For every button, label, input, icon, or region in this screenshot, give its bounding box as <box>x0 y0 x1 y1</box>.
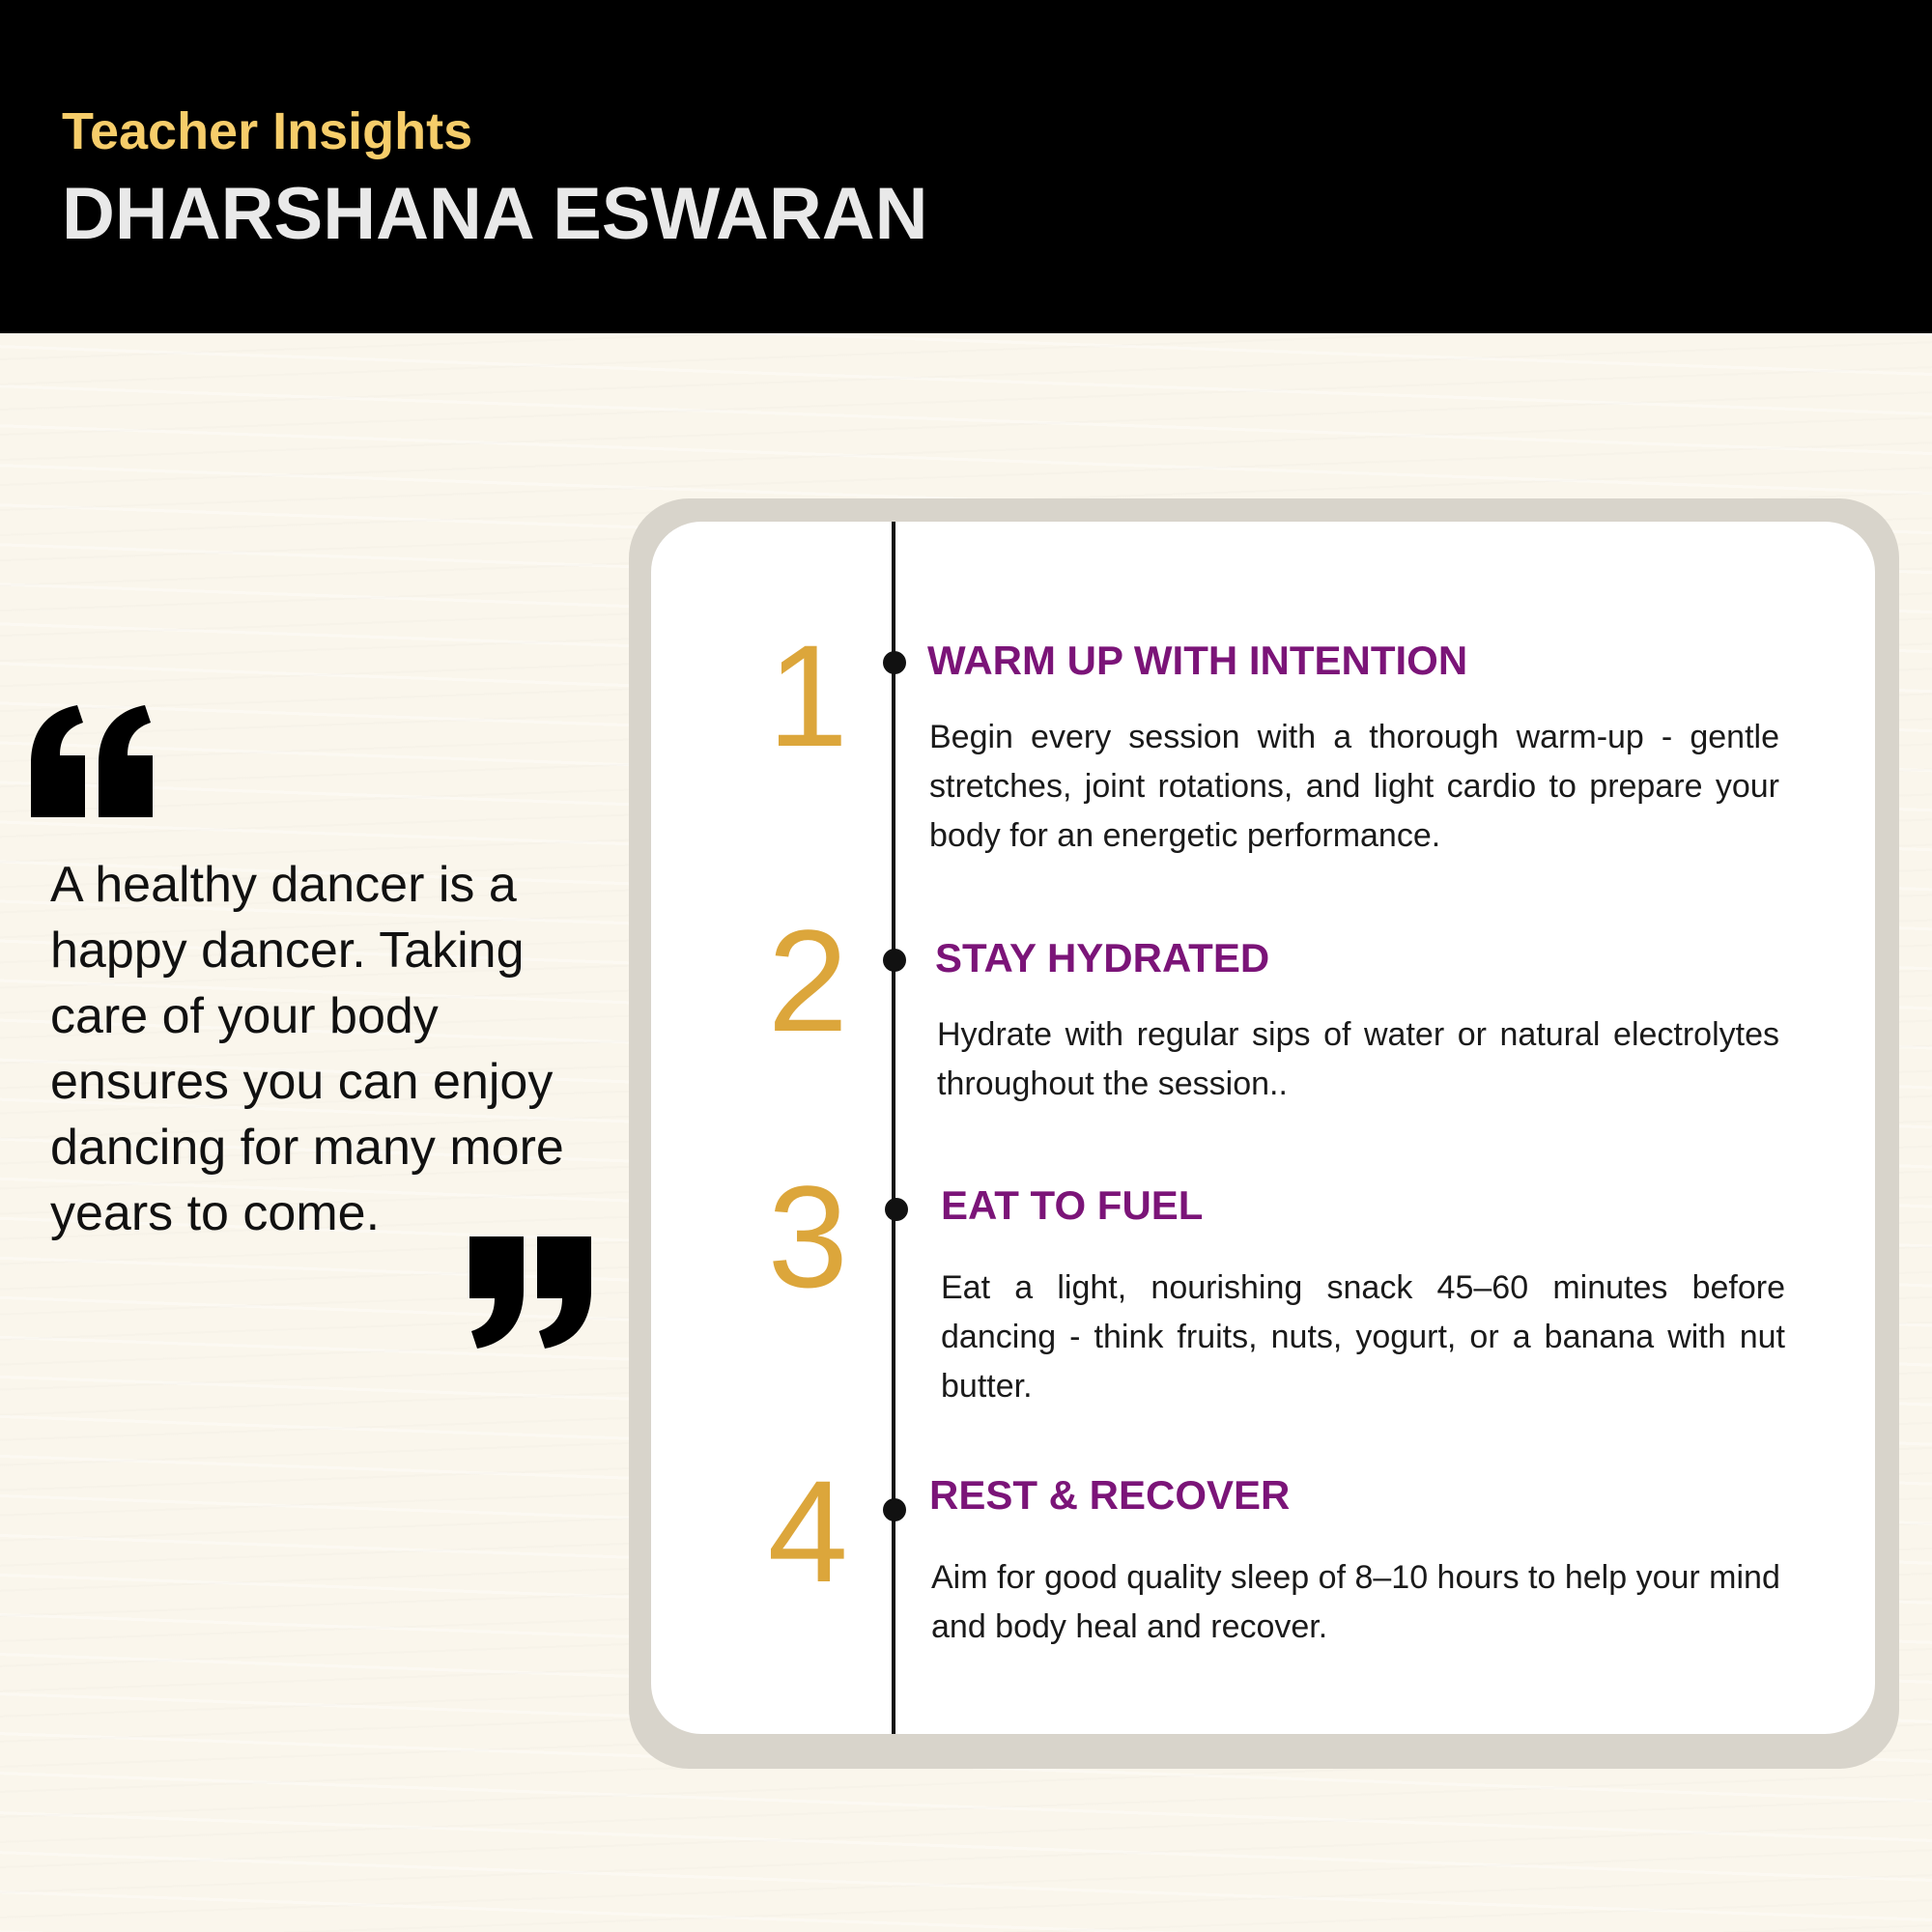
step-number-1: 1 <box>767 614 848 777</box>
step-title-1: WARM UP WITH INTENTION <box>927 638 1468 683</box>
step-description-2: Hydrate with regular sips of water or natural electrolytes throughout the session.. <box>937 1016 1779 1102</box>
step-number-3: 3 <box>767 1155 848 1318</box>
step-description-4: Aim for good quality sleep of 8–10 hours to help your mind and body heal and recover. <box>931 1559 1780 1645</box>
teacher-name: DHARSHANA ESWARAN <box>62 173 928 255</box>
close-quote-icon <box>468 1235 593 1350</box>
step-title-3: EAT TO FUEL <box>941 1182 1204 1228</box>
step-number-4: 4 <box>767 1450 848 1612</box>
quote-text: A healthy dancer is a happy dancer. Taking care of your body ensures you can enjoy dancing for many more years to come. <box>50 857 564 1241</box>
step-number-2: 2 <box>767 899 848 1062</box>
timeline-line <box>892 522 895 1734</box>
timeline-dot-3 <box>885 1198 908 1221</box>
step-title-2: STAY HYDRATED <box>935 935 1270 980</box>
open-quote-icon <box>29 703 155 819</box>
timeline-dot-2 <box>883 949 906 972</box>
step-title-4: REST & RECOVER <box>929 1472 1291 1518</box>
header-eyebrow: Teacher Insights <box>62 102 473 160</box>
step-description-3: Eat a light, nourishing snack 45–60 minutes before dancing - think fruits, nuts, yogurt, or a banana with nut butter. <box>941 1269 1785 1405</box>
header-banner <box>0 0 1932 333</box>
timeline-dot-4 <box>883 1498 906 1521</box>
step-description-1: Begin every session with a thorough warm-up - gentle stretches, joint rotations, and light cardio to prepare your body for an energetic performance. <box>929 719 1779 854</box>
timeline-dot-1 <box>883 651 906 674</box>
